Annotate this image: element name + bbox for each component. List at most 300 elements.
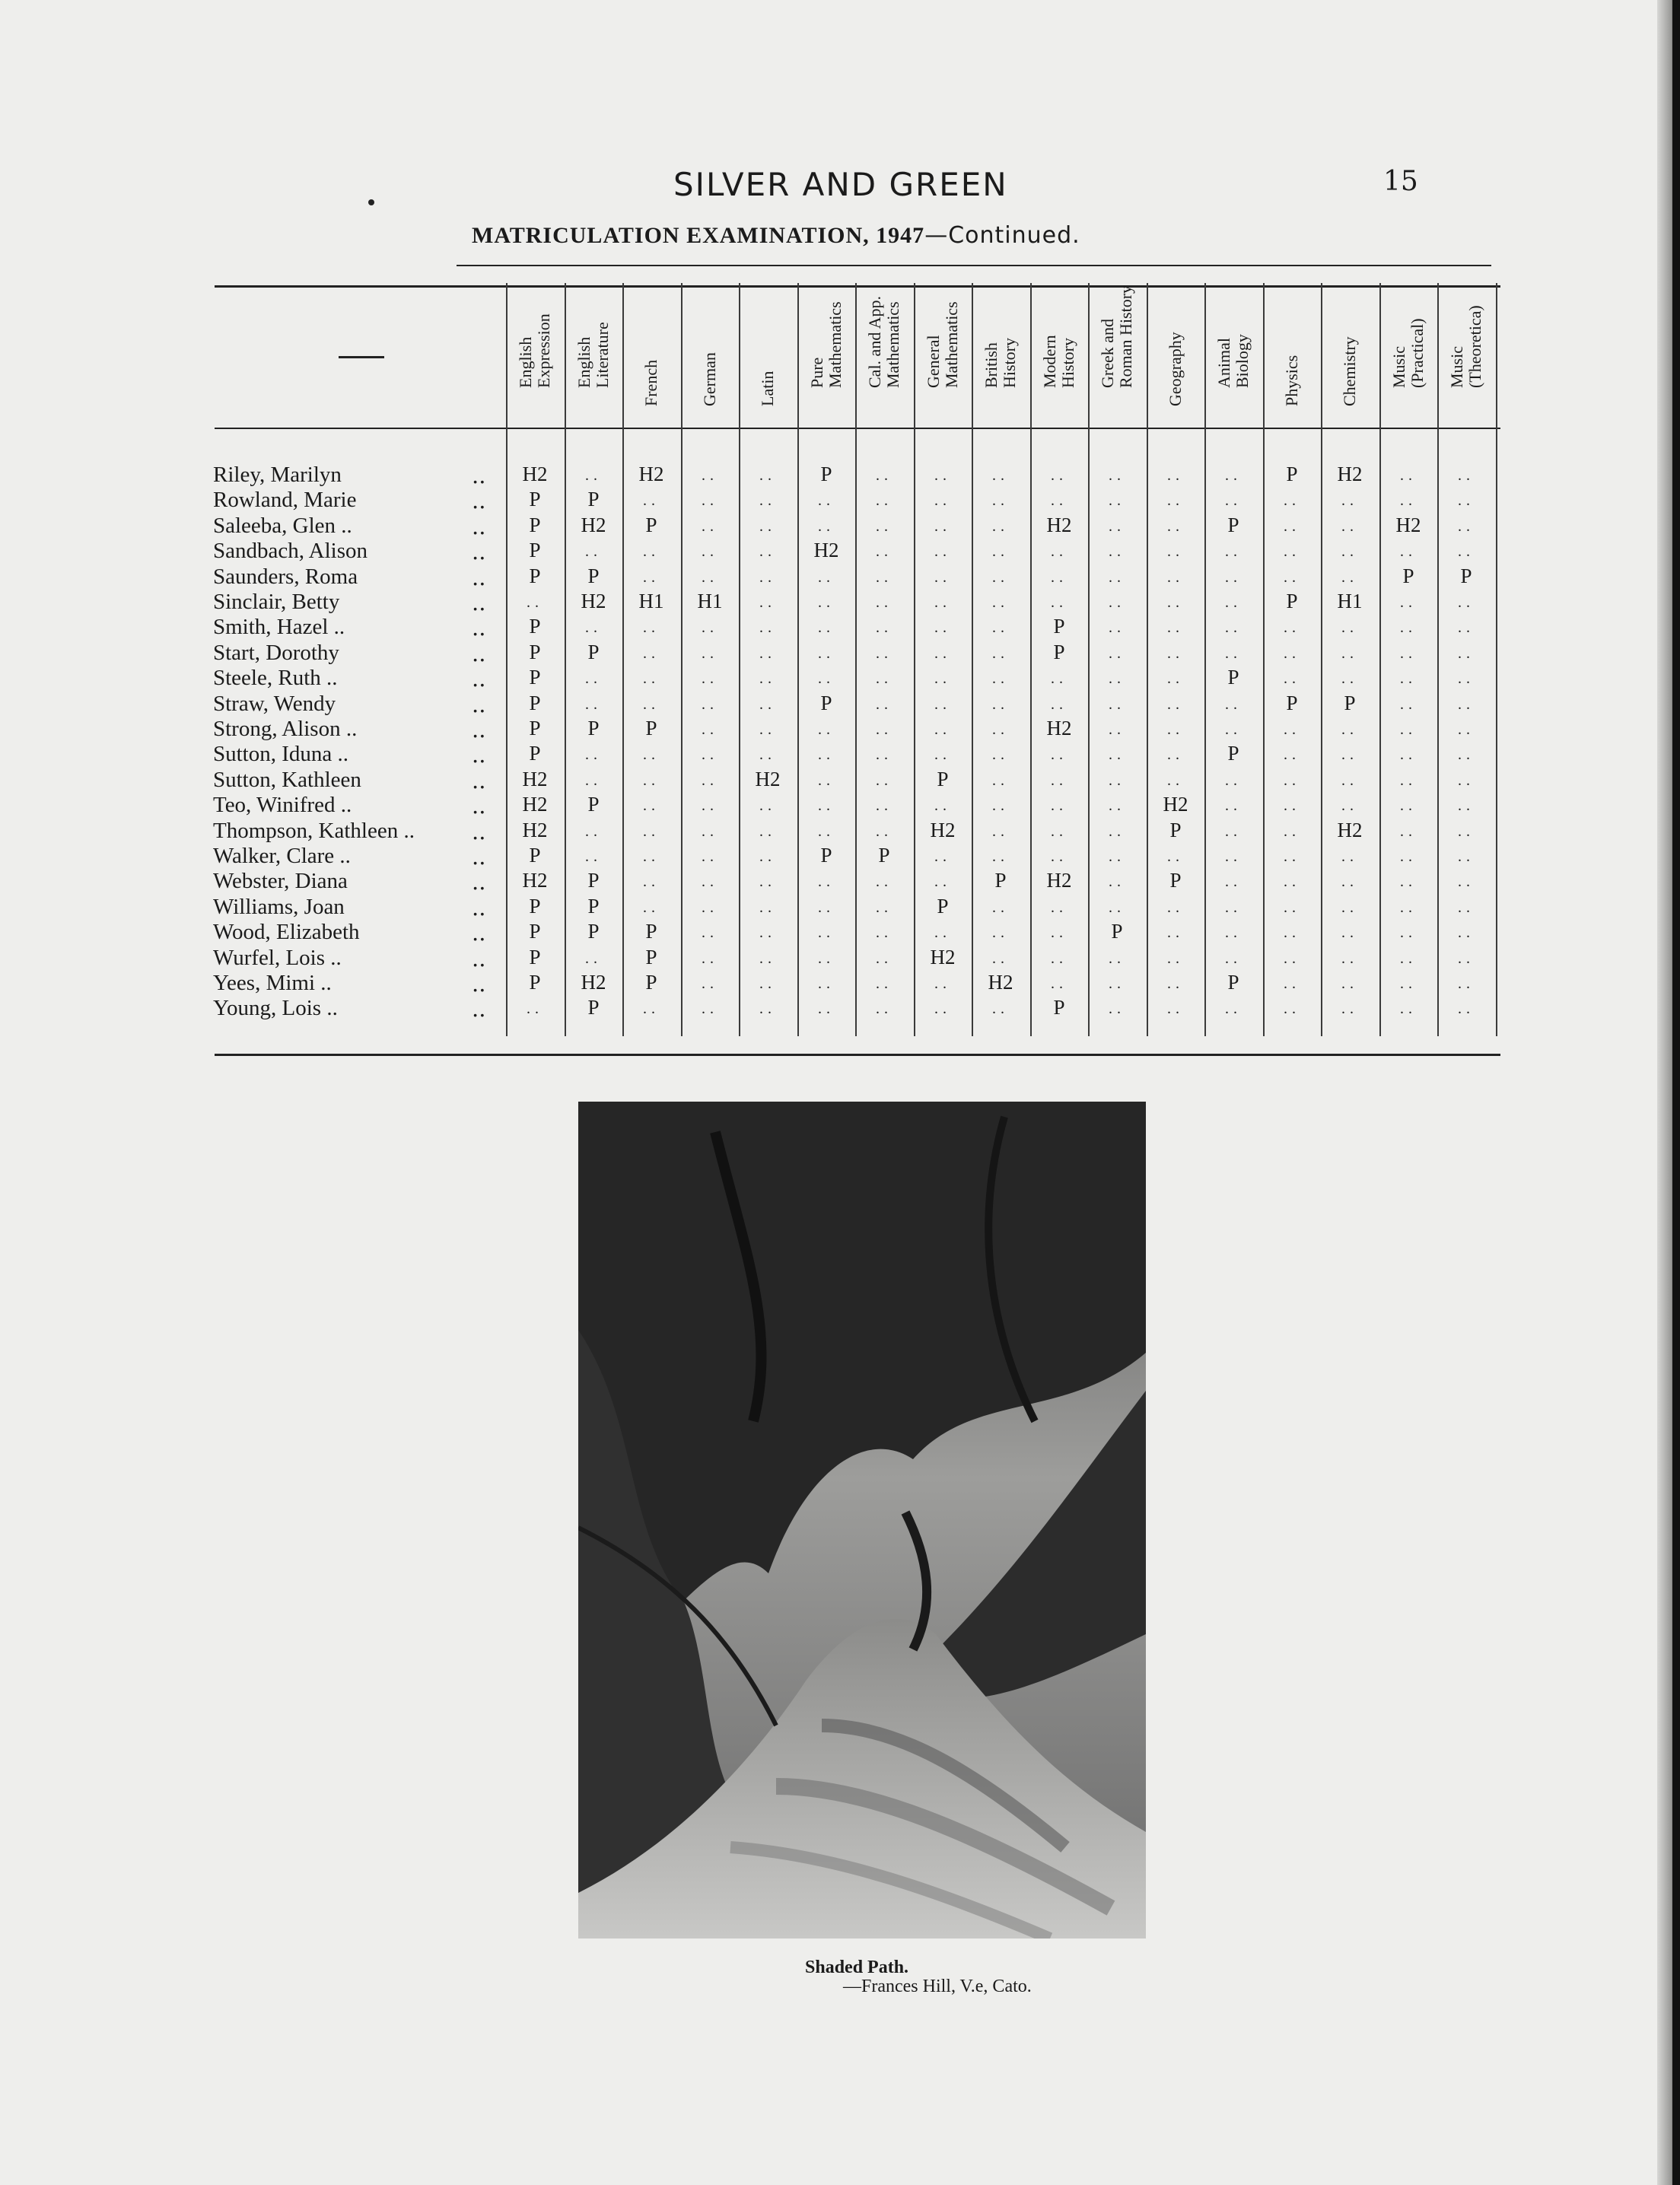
result-cell: .. <box>818 645 835 662</box>
result-cell: .. <box>1225 772 1242 789</box>
result-cell: .. <box>1341 518 1358 535</box>
result-cell: .. <box>1109 772 1125 789</box>
result-cell: P <box>1286 463 1298 485</box>
result-cell: .. <box>1341 975 1358 992</box>
result-cell: .. <box>992 746 1009 763</box>
result-cell: P <box>820 844 832 867</box>
result-cell: P <box>529 717 541 739</box>
result-cell: .. <box>1167 594 1184 611</box>
leader-dots: .. <box>472 488 486 514</box>
result-cell: .. <box>876 721 892 738</box>
result-cell: .. <box>1284 823 1300 840</box>
result-cell: P <box>937 768 949 790</box>
result-cell: .. <box>1284 975 1300 992</box>
result-cell: .. <box>643 543 660 560</box>
result-cell: .. <box>1225 873 1242 890</box>
result-cell: .. <box>1284 569 1300 586</box>
shaded-path-photo <box>578 1102 1146 1939</box>
result-cell: .. <box>992 569 1009 586</box>
result-cell: .. <box>1284 543 1300 560</box>
result-cell: .. <box>1225 645 1242 662</box>
result-cell: .. <box>759 975 776 992</box>
table-row <box>213 539 1507 564</box>
result-cell: .. <box>1167 899 1184 916</box>
result-cell: .. <box>992 1000 1009 1017</box>
result-cell: P <box>1286 692 1298 714</box>
result-cell: .. <box>1225 797 1242 814</box>
result-cell: .. <box>1458 797 1475 814</box>
result-cell: .. <box>1225 899 1242 916</box>
subject-header-label: Latin <box>758 371 777 406</box>
subject-header-label: French <box>641 359 660 406</box>
result-cell: P <box>1286 590 1298 612</box>
result-cell: H2 <box>522 869 548 892</box>
student-name: Strong, Alison .. <box>213 717 358 741</box>
result-cell: .. <box>1109 619 1125 636</box>
result-cell: H2 <box>581 590 606 612</box>
result-cell: .. <box>934 670 951 687</box>
table-row <box>213 717 1507 742</box>
student-name: Straw, Wendy <box>213 692 336 716</box>
result-cell: P <box>587 641 600 663</box>
result-cell: P <box>529 615 541 638</box>
result-cell: .. <box>1167 721 1184 738</box>
table-row <box>213 971 1507 996</box>
result-cell: .. <box>1458 950 1475 967</box>
result-cell: .. <box>876 569 892 586</box>
table-row <box>213 895 1507 920</box>
result-cell: .. <box>1400 899 1417 916</box>
result-cell: .. <box>1051 467 1068 484</box>
result-cell: .. <box>702 696 718 713</box>
result-cell: H1 <box>638 590 664 612</box>
result-cell: .. <box>1051 848 1068 865</box>
running-title: SILVER AND GREEN <box>673 166 1008 203</box>
result-cell: .. <box>1051 696 1068 713</box>
result-cell: .. <box>1109 873 1125 890</box>
leader-dots: .. <box>472 844 486 870</box>
result-cell: P <box>645 514 657 536</box>
result-cell: .. <box>702 924 718 941</box>
student-name: Teo, Winifred .. <box>213 793 352 817</box>
result-cell: .. <box>1225 848 1242 865</box>
result-cell: P <box>529 692 541 714</box>
result-cell: .. <box>1051 797 1068 814</box>
result-cell: .. <box>702 899 718 916</box>
result-cell: P <box>529 641 541 663</box>
result-cell: .. <box>585 823 602 840</box>
result-cell: H2 <box>1046 514 1072 536</box>
result-cell: .. <box>876 696 892 713</box>
result-cell: .. <box>1284 492 1300 509</box>
result-cell: .. <box>818 975 835 992</box>
student-name: Wood, Elizabeth <box>213 920 360 944</box>
result-cell: P <box>1227 666 1239 689</box>
result-cell: H2 <box>930 946 956 968</box>
result-cell: .. <box>759 467 776 484</box>
student-name: Start, Dorothy <box>213 641 339 665</box>
leader-dots: .. <box>472 692 486 717</box>
table-row <box>213 869 1507 894</box>
result-cell: .. <box>1400 772 1417 789</box>
result-cell: .. <box>1284 645 1300 662</box>
result-cell: .. <box>1167 975 1184 992</box>
result-cell: H2 <box>1337 463 1363 485</box>
result-cell: .. <box>1167 848 1184 865</box>
result-cell: .. <box>585 772 602 789</box>
result-cell: .. <box>992 950 1009 967</box>
result-cell: .. <box>1225 696 1242 713</box>
result-cell: .. <box>1458 467 1475 484</box>
result-cell: H2 <box>522 463 548 485</box>
student-name: Sinclair, Betty <box>213 590 340 614</box>
result-cell: .. <box>992 670 1009 687</box>
result-cell: .. <box>1458 670 1475 687</box>
student-name: Wurfel, Lois .. <box>213 946 342 970</box>
result-cell: .. <box>1458 619 1475 636</box>
result-cell: .. <box>1109 899 1125 916</box>
result-cell: .. <box>1225 543 1242 560</box>
result-cell: .. <box>702 873 718 890</box>
result-cell: H2 <box>581 971 606 994</box>
result-cell: .. <box>1458 772 1475 789</box>
result-cell: .. <box>934 518 951 535</box>
result-cell: P <box>529 565 541 587</box>
result-cell: .. <box>643 746 660 763</box>
result-cell: .. <box>585 950 602 967</box>
result-cell: .. <box>992 848 1009 865</box>
result-cell: .. <box>1109 975 1125 992</box>
result-cell: P <box>587 869 600 892</box>
subject-header-label: Geography <box>1166 332 1185 406</box>
leader-dots: .. <box>472 666 486 692</box>
result-cell: .. <box>1400 873 1417 890</box>
result-cell: .. <box>643 619 660 636</box>
result-cell: P <box>1111 920 1123 943</box>
subject-header-label: English Literature <box>574 322 612 388</box>
table-row <box>213 768 1507 793</box>
result-cell: .. <box>1284 924 1300 941</box>
result-cell: .. <box>876 594 892 611</box>
result-cell: .. <box>1341 899 1358 916</box>
result-cell: .. <box>759 518 776 535</box>
result-cell: .. <box>992 924 1009 941</box>
subject-header <box>914 283 972 428</box>
subject-header <box>1321 283 1379 428</box>
result-cell: P <box>529 488 541 510</box>
result-cell: .. <box>1458 594 1475 611</box>
header-bottom-rule <box>215 428 1500 429</box>
table-row <box>213 692 1507 717</box>
result-cell: .. <box>702 543 718 560</box>
result-cell: .. <box>1400 670 1417 687</box>
photo-caption-credit: —Frances Hill, V.e, Cato. <box>843 1977 1032 1996</box>
result-cell: H2 <box>755 768 781 790</box>
result-cell: .. <box>1284 950 1300 967</box>
result-cell: .. <box>818 619 835 636</box>
result-cell: .. <box>1167 924 1184 941</box>
subject-header-label: Animal Biology <box>1214 334 1252 388</box>
result-cell: .. <box>759 848 776 865</box>
table-row <box>213 463 1507 488</box>
result-cell: .. <box>992 696 1009 713</box>
result-cell: .. <box>992 645 1009 662</box>
result-cell: P <box>529 895 541 918</box>
result-cell: .. <box>1167 696 1184 713</box>
result-cell: .. <box>643 797 660 814</box>
result-cell: P <box>587 488 600 510</box>
leader-dots: .. <box>472 615 486 641</box>
result-cell: .. <box>643 823 660 840</box>
result-cell: .. <box>1167 645 1184 662</box>
result-cell: .. <box>1341 848 1358 865</box>
result-cell: .. <box>759 645 776 662</box>
result-cell: .. <box>934 619 951 636</box>
result-cell: .. <box>702 1000 718 1017</box>
result-cell: .. <box>1109 848 1125 865</box>
result-cell: .. <box>876 873 892 890</box>
result-cell: .. <box>1109 696 1125 713</box>
result-cell: .. <box>934 848 951 865</box>
result-cell: .. <box>1400 848 1417 865</box>
result-cell: .. <box>1400 950 1417 967</box>
subject-header-label: Cal. and App. Mathematics <box>865 296 902 388</box>
page-binding-edge <box>1672 0 1680 2185</box>
result-cell: .. <box>1225 924 1242 941</box>
result-cell: .. <box>934 467 951 484</box>
leader-dots: .. <box>472 514 486 539</box>
result-cell: .. <box>992 543 1009 560</box>
table-title-suffix: —Continued. <box>924 222 1080 249</box>
result-cell: P <box>587 565 600 587</box>
result-cell: H1 <box>1337 590 1363 612</box>
table-row <box>213 565 1507 590</box>
result-cell: .. <box>1051 975 1068 992</box>
result-cell: .. <box>876 746 892 763</box>
result-cell: H2 <box>988 971 1013 994</box>
result-cell: P <box>1344 692 1356 714</box>
result-cell: .. <box>702 569 718 586</box>
result-cell: .. <box>1284 1000 1300 1017</box>
leader-dots: .. <box>472 463 486 488</box>
result-cell: .. <box>585 670 602 687</box>
result-cell: .. <box>643 899 660 916</box>
result-cell: .. <box>934 696 951 713</box>
result-cell: P <box>529 844 541 867</box>
result-cell: H2 <box>581 514 606 536</box>
table-row <box>213 920 1507 945</box>
subject-header <box>1147 283 1204 428</box>
result-cell: .. <box>1225 467 1242 484</box>
result-cell: .. <box>1341 772 1358 789</box>
result-cell: .. <box>934 543 951 560</box>
result-cell: P <box>1169 819 1182 841</box>
result-cell: .. <box>643 696 660 713</box>
result-cell: .. <box>818 670 835 687</box>
result-cell: .. <box>1284 848 1300 865</box>
result-cell: .. <box>1109 797 1125 814</box>
result-cell: .. <box>934 492 951 509</box>
result-cell: .. <box>1284 899 1300 916</box>
table-bottom-rule <box>215 1054 1500 1056</box>
result-cell: .. <box>702 823 718 840</box>
leader-dots: .. <box>472 742 486 768</box>
result-cell: .. <box>1341 670 1358 687</box>
result-cell: P <box>529 514 541 536</box>
result-cell: .. <box>992 823 1009 840</box>
result-cell: .. <box>1284 619 1300 636</box>
leader-dots: .. <box>472 793 486 819</box>
result-cell: .. <box>643 848 660 865</box>
result-cell: .. <box>876 950 892 967</box>
result-cell: .. <box>992 619 1009 636</box>
result-cell: .. <box>1284 670 1300 687</box>
student-name: Steele, Ruth .. <box>213 666 338 690</box>
result-cell: P <box>587 895 600 918</box>
result-cell: .. <box>1400 721 1417 738</box>
result-cell: H2 <box>1046 717 1072 739</box>
result-cell: .. <box>992 594 1009 611</box>
title-underline <box>457 265 1491 266</box>
result-cell: .. <box>876 467 892 484</box>
leader-dots: .. <box>472 971 486 997</box>
result-cell: .. <box>1109 746 1125 763</box>
subject-header-label: Modern History <box>1040 335 1077 388</box>
subject-header <box>972 283 1029 428</box>
student-name: Webster, Diana <box>213 869 348 893</box>
result-cell: .. <box>876 823 892 840</box>
result-cell: .. <box>702 797 718 814</box>
result-cell: .. <box>643 645 660 662</box>
result-cell: .. <box>934 873 951 890</box>
result-cell: .. <box>1400 594 1417 611</box>
result-cell: .. <box>759 543 776 560</box>
result-cell: .. <box>1225 619 1242 636</box>
leader-dots: .. <box>472 996 486 1022</box>
leader-dots: .. <box>472 641 486 666</box>
result-cell: .. <box>759 873 776 890</box>
result-cell: .. <box>1341 619 1358 636</box>
result-cell: .. <box>759 746 776 763</box>
result-cell: .. <box>992 899 1009 916</box>
result-cell: P <box>1053 641 1065 663</box>
leader-dots: .. <box>472 768 486 794</box>
result-cell: .. <box>1225 1000 1242 1017</box>
result-cell: .. <box>1167 467 1184 484</box>
result-cell: .. <box>818 518 835 535</box>
result-cell: .. <box>1458 543 1475 560</box>
student-name: Williams, Joan <box>213 895 345 919</box>
student-name: Rowland, Marie <box>213 488 357 512</box>
result-cell: P <box>529 920 541 943</box>
subject-header <box>1088 283 1146 428</box>
leader-dots: .. <box>472 565 486 590</box>
result-cell: P <box>587 920 600 943</box>
student-name: Sutton, Kathleen <box>213 768 361 792</box>
result-cell: .. <box>934 721 951 738</box>
result-cell: .. <box>1051 772 1068 789</box>
student-name: Thompson, Kathleen .. <box>213 819 415 843</box>
result-cell: .. <box>1225 823 1242 840</box>
result-cell: .. <box>818 721 835 738</box>
table-row <box>213 742 1507 767</box>
result-cell: .. <box>1458 1000 1475 1017</box>
subject-header-label: Chemistry <box>1340 336 1359 406</box>
result-cell: P <box>1169 869 1182 892</box>
result-cell: .. <box>643 492 660 509</box>
result-cell: .. <box>876 492 892 509</box>
result-cell: .. <box>1051 492 1068 509</box>
subject-header <box>1437 283 1495 428</box>
result-cell: .. <box>1051 543 1068 560</box>
table-row <box>213 590 1507 615</box>
leader-dots: .. <box>472 717 486 743</box>
result-cell: .. <box>759 670 776 687</box>
result-cell: .. <box>1458 823 1475 840</box>
result-cell: .. <box>527 594 543 611</box>
result-cell: .. <box>1400 619 1417 636</box>
result-cell: .. <box>702 848 718 865</box>
result-cell: .. <box>1458 848 1475 865</box>
subject-header-label: German <box>700 352 719 406</box>
result-cell: P <box>1402 565 1414 587</box>
result-cell: .. <box>818 797 835 814</box>
result-cell: .. <box>759 924 776 941</box>
result-cell: .. <box>585 619 602 636</box>
student-name: Saleeba, Glen .. <box>213 514 352 538</box>
result-cell: .. <box>1400 543 1417 560</box>
result-cell: .. <box>1341 797 1358 814</box>
result-cell: .. <box>702 492 718 509</box>
leader-dots: .. <box>472 920 486 946</box>
subject-header-label: Music (Practical) <box>1389 318 1427 388</box>
result-cell: .. <box>876 1000 892 1017</box>
result-cell: .. <box>702 518 718 535</box>
result-cell: .. <box>759 721 776 738</box>
result-cell: .. <box>1341 950 1358 967</box>
result-cell: .. <box>876 670 892 687</box>
leader-dots: .. <box>472 895 486 921</box>
subject-header-label: Physics <box>1282 355 1301 406</box>
result-cell: P <box>1227 971 1239 994</box>
result-cell: .. <box>759 569 776 586</box>
result-cell: .. <box>1167 746 1184 763</box>
result-cell: P <box>820 463 832 485</box>
result-cell: .. <box>1458 924 1475 941</box>
result-cell: .. <box>1284 721 1300 738</box>
result-cell: .. <box>759 899 776 916</box>
page-number: 15 <box>1383 166 1418 197</box>
result-cell: .. <box>1458 873 1475 890</box>
result-cell: .. <box>702 721 718 738</box>
result-cell: .. <box>1051 746 1068 763</box>
result-cell: .. <box>818 594 835 611</box>
result-cell: P <box>529 946 541 968</box>
result-cell: .. <box>1051 924 1068 941</box>
result-cell: .. <box>1400 1000 1417 1017</box>
result-cell: .. <box>643 569 660 586</box>
student-name: Riley, Marilyn <box>213 463 342 487</box>
result-cell: .. <box>1167 950 1184 967</box>
result-cell: .. <box>818 1000 835 1017</box>
result-cell: H2 <box>522 819 548 841</box>
result-cell: H2 <box>522 768 548 790</box>
result-cell: .. <box>1225 950 1242 967</box>
result-cell: .. <box>1225 569 1242 586</box>
table-row <box>213 996 1507 1021</box>
result-cell: .. <box>1458 975 1475 992</box>
result-cell: H2 <box>1046 869 1072 892</box>
